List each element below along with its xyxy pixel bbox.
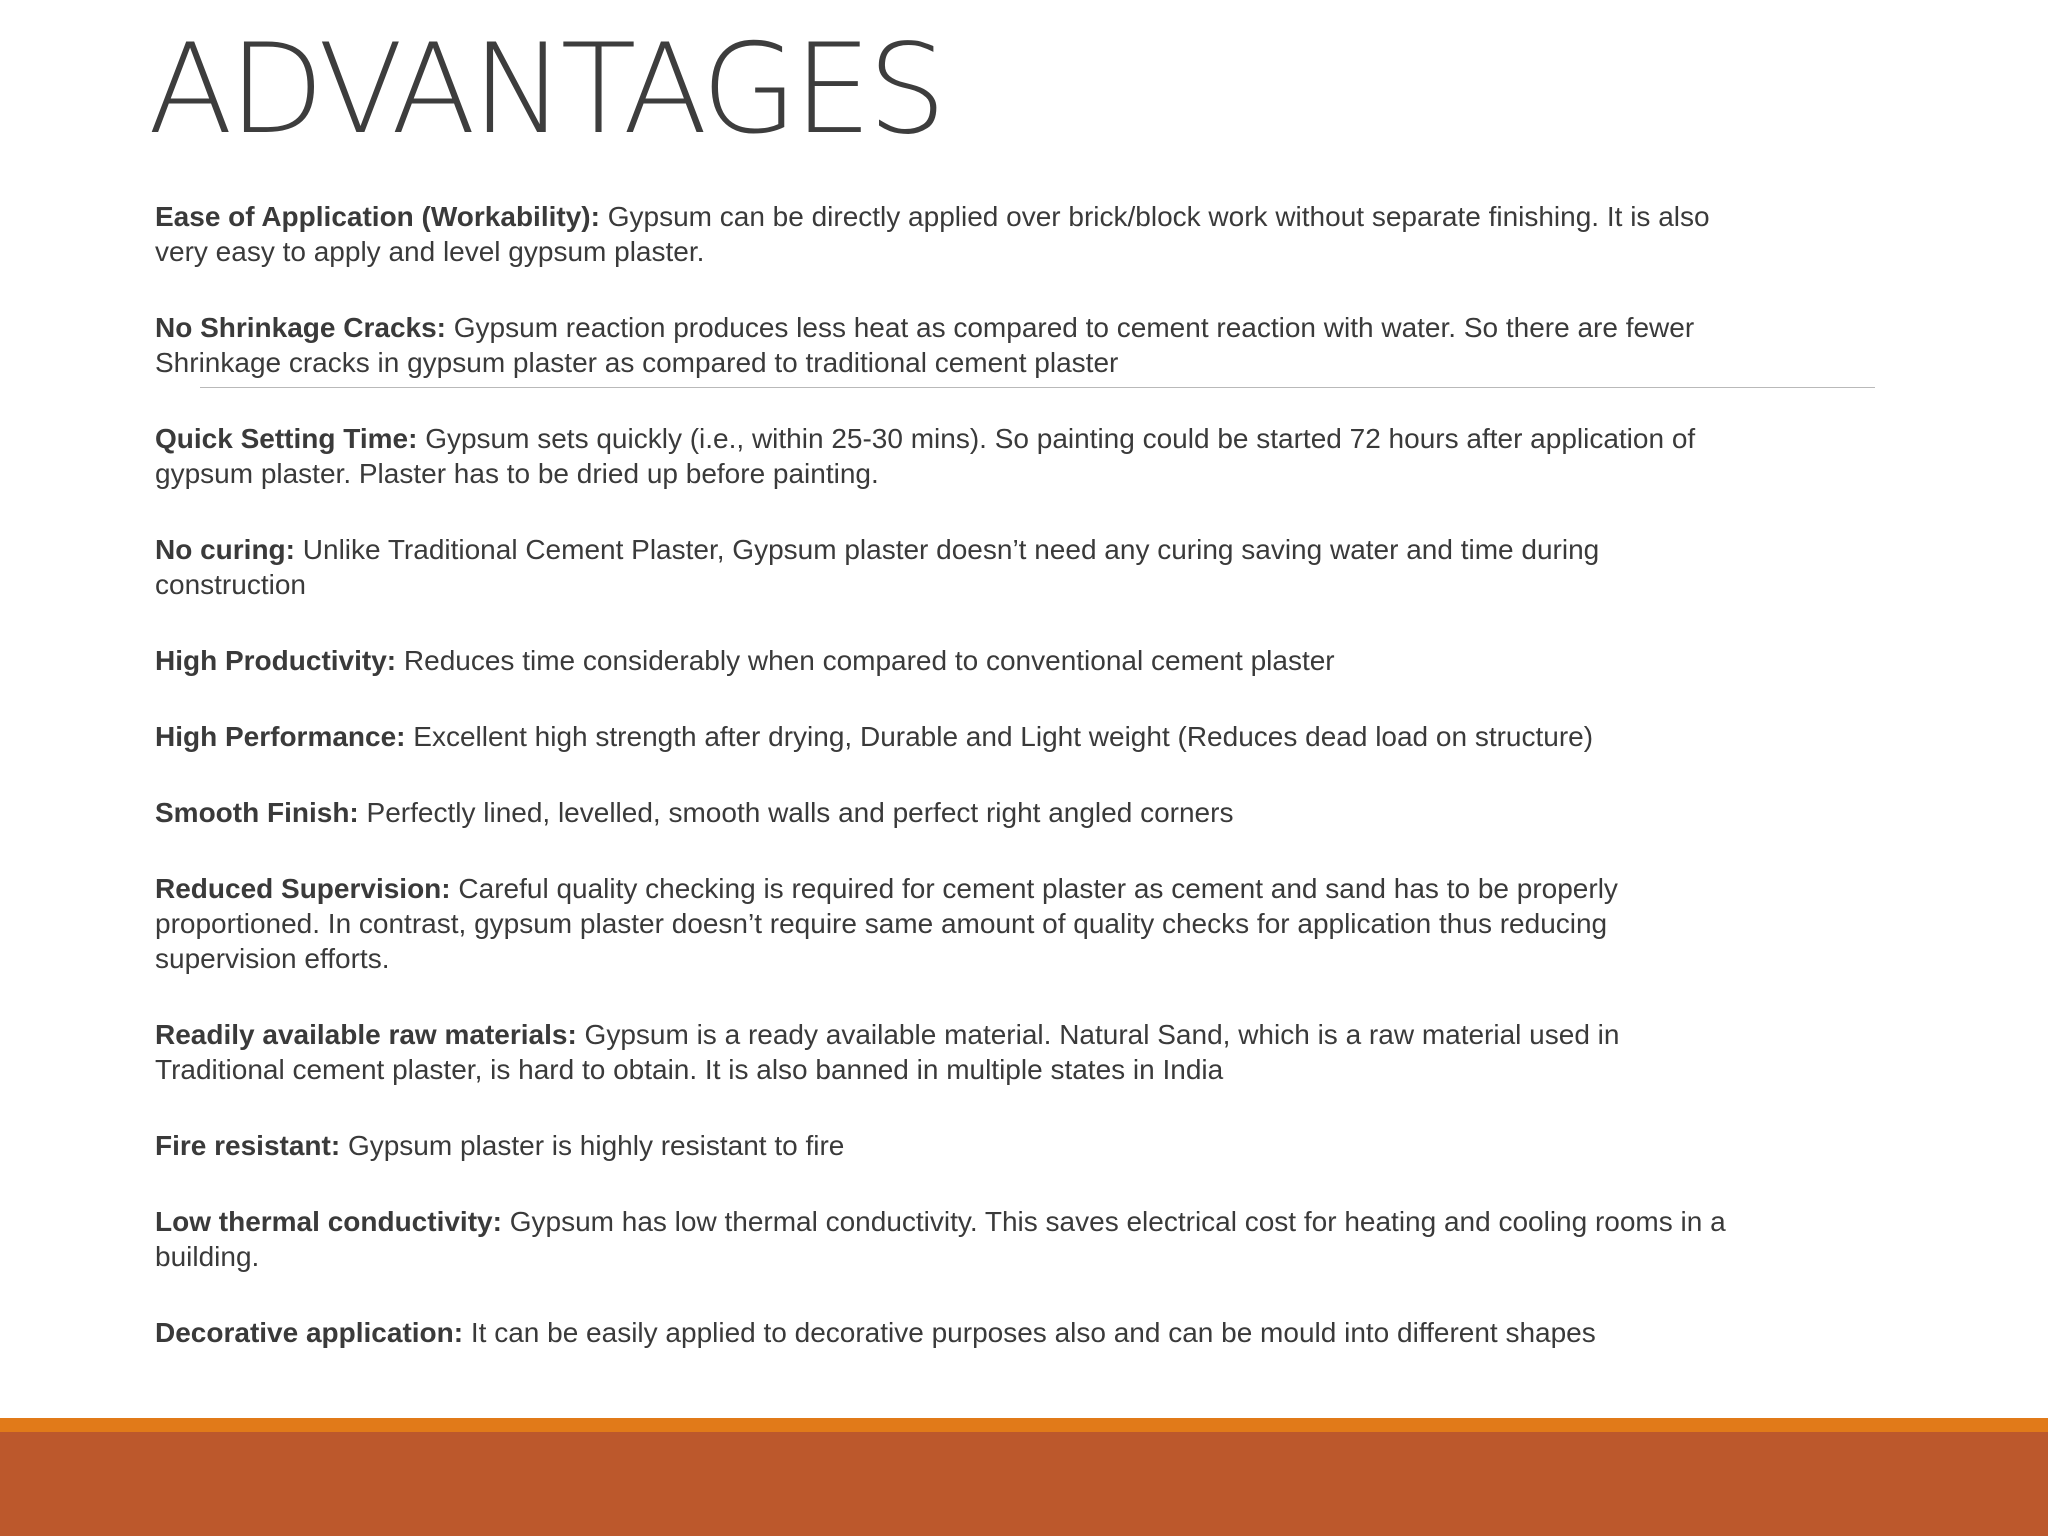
list-item <box>155 1204 1755 1274</box>
item-heading: Decorative application: <box>155 1317 464 1348</box>
list-item <box>155 871 1755 976</box>
list-item <box>155 421 1755 491</box>
item-heading: Reduced Supervision: <box>155 873 451 904</box>
list-item <box>155 199 1755 269</box>
item-heading: Quick Setting Time: <box>155 423 418 454</box>
item-heading: No Shrinkage Cracks: <box>155 312 446 343</box>
item-heading: Smooth Finish: <box>155 797 359 828</box>
list-item <box>155 643 1755 678</box>
item-heading: Fire resistant: <box>155 1130 341 1161</box>
horizontal-divider <box>200 387 1875 388</box>
advantages-list <box>155 199 1755 1391</box>
item-text: Gypsum reaction produces less heat as compared to cement reaction with water. So there are fewer Shrinkage cracks in gypsum plaster as compared to traditional cement plaster <box>155 312 1695 378</box>
item-heading: High Productivity: <box>155 645 397 676</box>
item-text: Excellent high strength after drying, Durable and Light weight (Reduces dead load on structure) <box>405 721 1594 752</box>
item-text: Gypsum has low thermal conductivity. This saves electrical cost for heating and cooling rooms in a building. <box>155 1206 1726 1272</box>
list-item <box>155 719 1755 754</box>
slide-title: ADVANTAGES <box>148 18 943 162</box>
list-item <box>155 532 1755 602</box>
item-text: It can be easily applied to decorative purposes also and can be mould into different shapes <box>463 1317 1596 1348</box>
item-text: Careful quality checking is required for cement plaster as cement and sand has to be properly proportioned. In contrast, gypsum plaster doesn’t require same amount of quality checks for application thus reducing supervision efforts. <box>155 873 1618 974</box>
item-text: Reduces time considerably when compared to conventional cement plaster <box>396 645 1335 676</box>
list-item <box>155 310 1755 380</box>
item-text: Gypsum can be directly applied over brick/block work without separate finishing. It is also very easy to apply and level gypsum plaster. <box>155 201 1710 267</box>
list-item <box>155 795 1755 830</box>
item-heading: Readily available raw materials: <box>155 1019 577 1050</box>
item-text: Unlike Traditional Cement Plaster, Gypsum plaster doesn’t need any curing saving water and time during construction <box>155 534 1600 600</box>
item-heading: Ease of Application (Workability): <box>155 201 600 232</box>
list-item <box>155 1315 1755 1350</box>
item-text: Gypsum sets quickly (i.e., within 25-30 mins). So painting could be started 72 hours after application of gypsum plaster. Plaster has to be dried up before painting. <box>155 423 1696 489</box>
item-heading: High Performance: <box>155 721 406 752</box>
item-text: Gypsum is a ready available material. Natural Sand, which is a raw material used in Traditional cement plaster, is hard to obtain. It is also banned in multiple states in India <box>155 1019 1620 1085</box>
item-text: Perfectly lined, levelled, smooth walls and perfect right angled corners <box>358 797 1234 828</box>
item-heading: No curing: <box>155 534 295 565</box>
item-text: Gypsum plaster is highly resistant to fire <box>340 1130 845 1161</box>
item-heading: Low thermal conductivity: <box>155 1206 502 1237</box>
list-item <box>155 1128 1755 1163</box>
footer-band <box>0 1432 2048 1536</box>
footer-accent-stripe <box>0 1418 2048 1432</box>
list-item <box>155 1017 1755 1087</box>
